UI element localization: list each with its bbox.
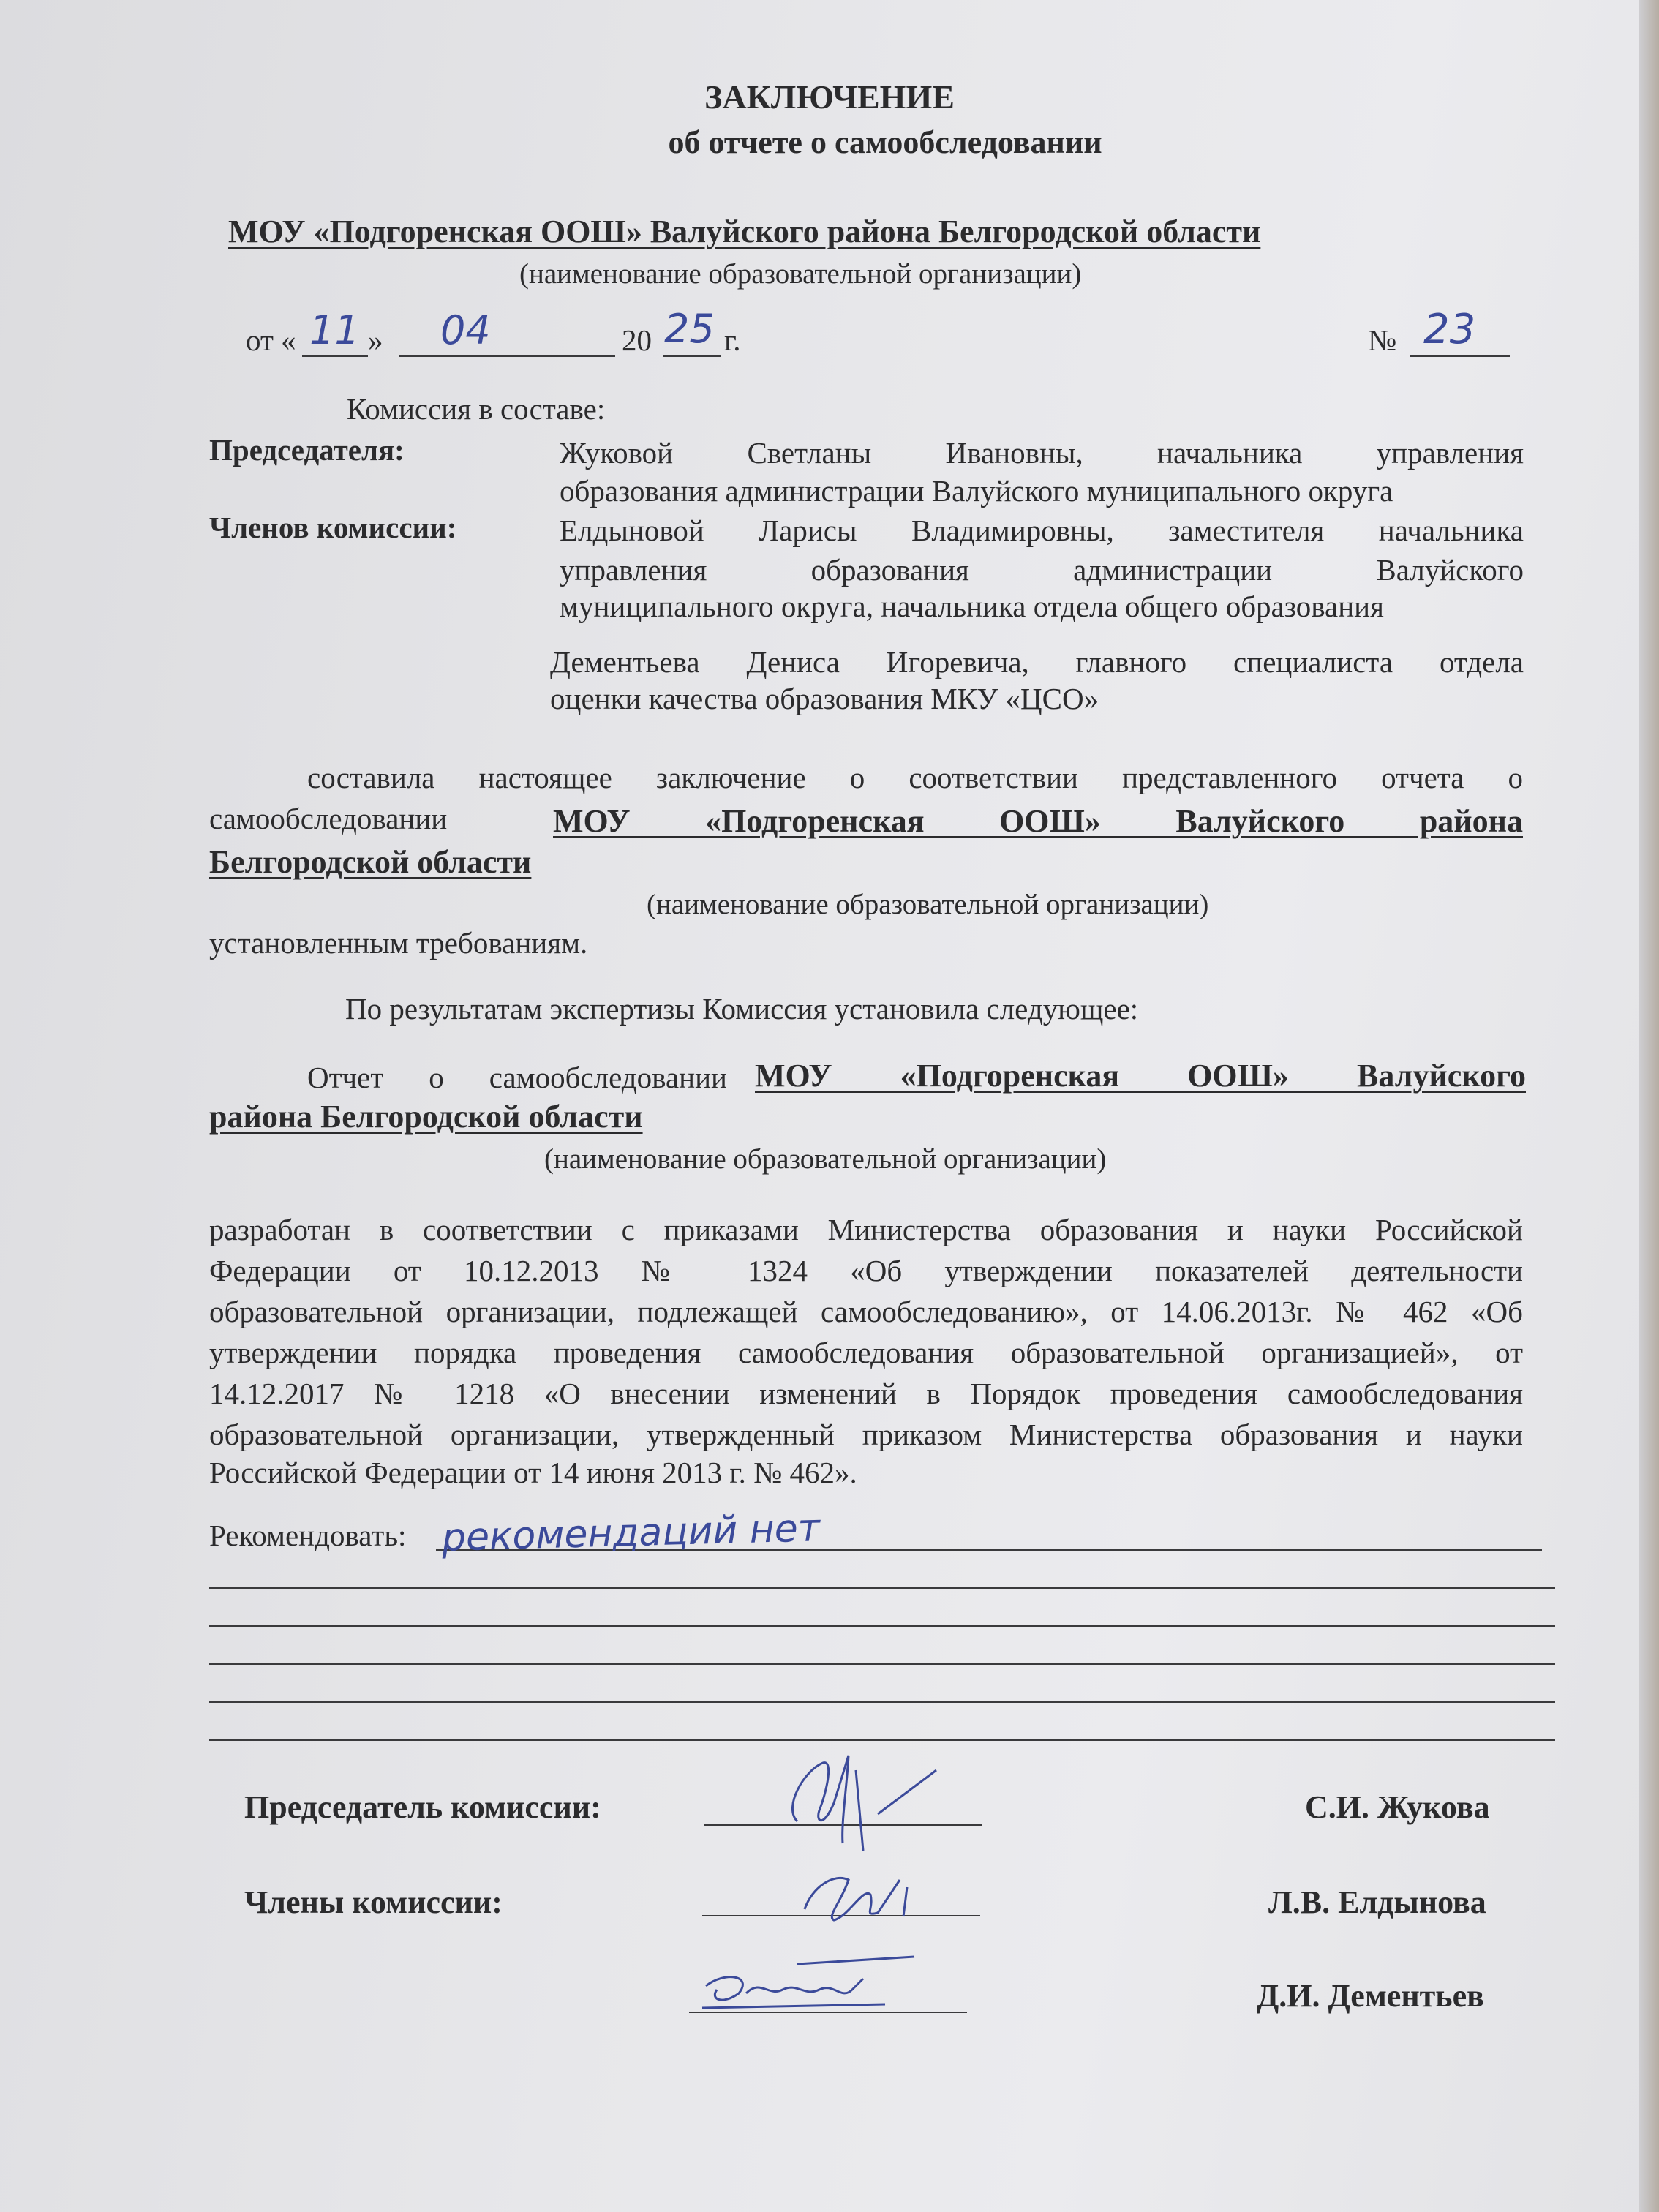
member1-sign-name: Л.В. Елдынова — [1268, 1884, 1486, 1920]
date-prefix: от « — [246, 323, 296, 357]
member1-line-2: управления образования администрации Валуйского — [560, 553, 1524, 587]
results-intro: По результатам экспертизы Комиссия установила следующее: — [345, 992, 1139, 1026]
member1-signature — [790, 1858, 936, 1931]
org-caption: (наименование образовательной организации) — [519, 258, 1082, 290]
date-month: 04 — [440, 307, 491, 353]
recommend-line-4 — [209, 1663, 1555, 1665]
para3-line-6: образовательной организации, утвержденный приказом Министерства образования и науки — [209, 1418, 1523, 1451]
member1-line-3: муниципального округа, начальника отдела общего образования — [560, 590, 1384, 623]
member2-line-1: Дементьева Дениса Игоревича, главного специалиста отдела — [550, 645, 1524, 679]
table-surface — [1639, 0, 1659, 2212]
recommend-line-2 — [209, 1587, 1555, 1589]
document-number: 23 — [1423, 306, 1476, 353]
para3-line-7: Российской Федерации от 14 июня 2013 г. № 462». — [209, 1456, 857, 1489]
chair-label: Председателя: — [209, 433, 405, 467]
member2-line-2: оценки качества образования МКУ «ЦСО» — [550, 682, 1099, 715]
commission-intro: Комиссия в составе: — [347, 392, 606, 426]
date-day: 11 — [309, 307, 360, 353]
chair-signature — [753, 1741, 973, 1858]
para3-line-2: Федерации от 10.12.2013 № 1324 «Об утверждении показателей деятельности — [209, 1254, 1523, 1287]
number-label: № — [1368, 323, 1397, 357]
para1-line-1: составила настоящее заключение о соответствии представленного отчета о — [307, 761, 1523, 794]
para2-caption: (наименование образовательной организации) — [544, 1143, 1107, 1175]
org-name: МОУ «Подгоренская ООШ» Валуйского района Белгородской области — [228, 214, 1261, 249]
recommend-line-3 — [209, 1625, 1555, 1627]
members-sign-label: Члены комиссии: — [244, 1884, 503, 1920]
chair-line-1: Жуковой Светланы Ивановны, начальника управления — [560, 436, 1524, 470]
date-mid: » — [368, 323, 383, 357]
para3-line-5: 14.12.2017 № 1218 «О внесении изменений в Порядок проведения самообследования — [209, 1377, 1523, 1410]
date-year-end: г. — [724, 323, 741, 357]
recommend-line-5 — [209, 1701, 1555, 1703]
para2-line-2-org: района Белгородской области — [209, 1099, 643, 1135]
day-underline — [302, 356, 368, 357]
para1-line-2-org: МОУ «Подгоренская ООШ» Валуйского района — [553, 803, 1523, 839]
para1-line-2-text: самообследовании — [209, 802, 448, 835]
para3-line-1: разработан в соответствии с приказами Министерства образования и науки Российской — [209, 1213, 1523, 1246]
document-subtitle: об отчете о самообследовании — [668, 124, 1102, 160]
para2-line-1-org: МОУ «Подгоренская ООШ» Валуйского — [755, 1058, 1526, 1094]
member1-line-1: Елдыновой Ларисы Владимировны, заместителя начальника — [560, 514, 1524, 547]
para1-line-3-org: Белгородской области — [209, 844, 532, 880]
number-underline — [1410, 356, 1510, 357]
chair-sign-name: С.И. Жукова — [1305, 1789, 1490, 1825]
members-label: Членов комиссии: — [209, 511, 457, 544]
chair-sign-label: Председатель комиссии: — [244, 1789, 601, 1825]
date-year-prefix: 20 — [622, 323, 652, 357]
member2-sign-name: Д.И. Дементьев — [1257, 1978, 1484, 2014]
para1-line-4: установленным требованиям. — [209, 926, 588, 960]
date-year-suffix: 25 — [664, 306, 715, 352]
document-title: ЗАКЛЮЧЕНИЕ — [704, 78, 955, 116]
para2-line-1-text: Отчет о самообследовании — [307, 1061, 727, 1094]
para3-line-3: образовательной организации, подлежащей самообследованию», от 14.06.2013г. № 462 «Об — [209, 1295, 1523, 1328]
year-underline — [663, 356, 721, 357]
para1-caption: (наименование образовательной организации) — [647, 889, 1209, 920]
month-underline — [399, 356, 615, 357]
member2-signature — [695, 1949, 929, 2023]
chair-line-2: образования администрации Валуйского муниципального округа — [560, 474, 1393, 508]
para3-line-4: утверждении порядка проведения самообследования образовательной организацией», от — [209, 1336, 1523, 1369]
recommend-value: рекомендаций нет — [441, 1506, 821, 1560]
recommend-label: Рекомендовать: — [209, 1519, 407, 1552]
